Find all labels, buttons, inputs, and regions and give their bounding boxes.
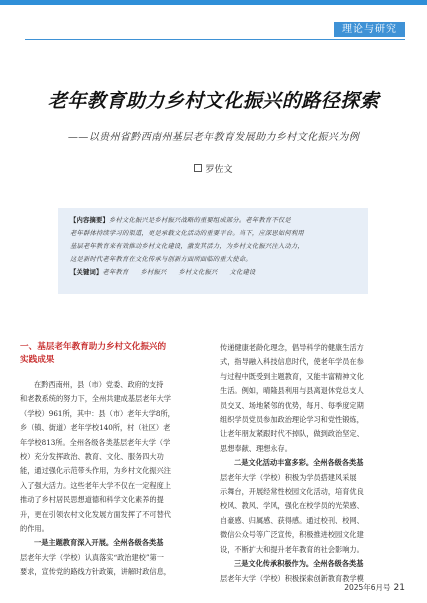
abstract-line: 基层老年教育来有效推动乡村文化建设，激发其活力，为乡村文化振兴注入动力， bbox=[70, 243, 304, 250]
keyword: 老年教育 bbox=[102, 269, 129, 276]
body-text: 传递健康老龄化理念，倡导科学的健康生活方 式，指导融入科技信息时代，使老年学员在参 与过程中既受到主题教育，又能丰富精神文化 生活。例如，晴隆县利用与县离退休党总支人 员交叉、场地紧邻的优势，每月、每季度定期 组织学员党员参加政治理论学习和党性锻炼， 让老年朋友紧跟时代不掉队，做到政治坚定、 思想奉献、理想永存。 二是文化活动丰富多彩。全州各级各类基 层老年大学（学校）积极为学员搭建风采展 示舞台，开展经常性校园文化活动，培育优良 校风、教风、学风，强化在校学员的光荣感、 自豪感、归属感、获得感。通过校刊、校网、 微信公众号等广泛宣传，积极推进校园文化建 设，不断扩大和提升老年教育的社会影响力。 三是文化传承积极作为。全州各级各类基 层老年大学（学校）积极探索创新教育教学模 bbox=[220, 343, 364, 583]
top-color-strip bbox=[0, 0, 427, 5]
body-column-left bbox=[20, 341, 203, 580]
abstract-box bbox=[58, 208, 368, 294]
square-bullet-icon bbox=[194, 164, 202, 172]
keyword: 乡村文化振兴 bbox=[178, 269, 218, 276]
page-footer bbox=[344, 582, 405, 593]
article-subtitle: ——以贵州省黔西南州基层老年教育发展助力乡村文化振兴为例 bbox=[67, 132, 360, 143]
section-heading: 一、基层老年教育助力乡村文化振兴的 实践成果 bbox=[20, 342, 167, 365]
page-number: 21 bbox=[393, 583, 405, 593]
body-column-right bbox=[220, 341, 408, 586]
keywords-line bbox=[70, 266, 356, 279]
abstract-text: 乡村文化振兴是乡村振兴战略的重要组成部分。老年教育不仅是 bbox=[108, 217, 291, 224]
abstract-label: 【内容摘要】 bbox=[70, 217, 109, 224]
keywords-label: 【关键词】 bbox=[70, 269, 103, 276]
abstract-line bbox=[70, 214, 356, 227]
header-rule bbox=[25, 39, 405, 40]
article-title: 老年教育助力乡村文化振兴的路径探索 bbox=[47, 90, 380, 112]
author-line bbox=[0, 162, 427, 175]
body-text: 在黔西南州，县（市）党委、政府的支持 和老教系统的努力下，全州共建成基层老年大学 （学校）961所，其中：县（市）老年大学8所， 乡（镇、街道）老年学校140所，村（社区）老 年学校813所。全州各级各类基层老年大学（学 校）充分发挥政治、教育、文化、服务四大功 能，通过强化示范带头作用，为乡村文化振兴注 入了强大活力。这些老年大学不仅在一定程度上 推动了乡村居民思想道德和科学文化素养的提 升，更在引领农村文化发展方面发挥了不可替代 的作用。 一是主题教育深入开展。全州各级各类基 层老年大学（学校）认真落实“政治建校”第一 要求，宣传党的路线方针政策，讲解时政信息， bbox=[20, 380, 175, 577]
section-tag: 理论与研究 bbox=[334, 22, 405, 37]
author-name: 罗佐文 bbox=[205, 165, 233, 175]
abstract-line: 老年群体持续学习的渠道，更是承载文化活动的重要平台。当下，应深思如何利用 bbox=[70, 230, 304, 237]
issue-label: 2025年6月号 bbox=[344, 583, 391, 592]
keyword: 文化建设 bbox=[229, 269, 256, 276]
abstract-line: 这是新时代老年教育在文化传承与创新方面所面临的重大使命。 bbox=[70, 256, 252, 263]
keyword: 乡村振兴 bbox=[140, 269, 167, 276]
